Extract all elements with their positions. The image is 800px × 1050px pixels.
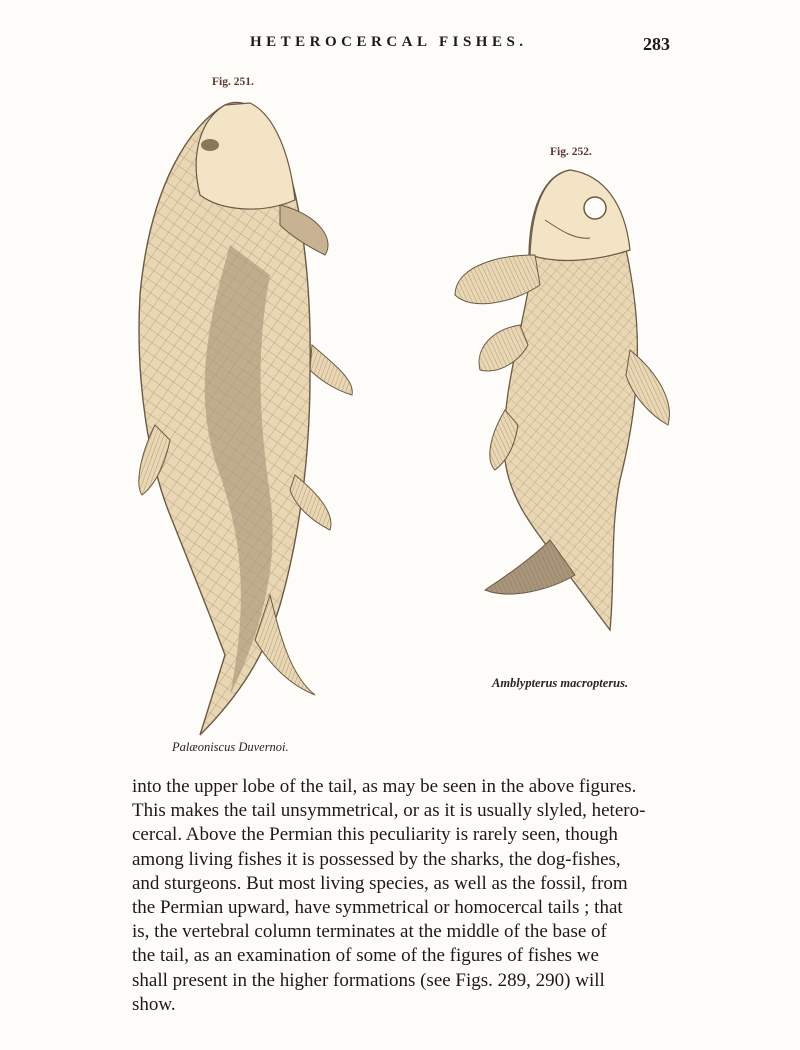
running-head: HETEROCERCAL FISHES. <box>250 34 528 50</box>
body-line: and sturgeons. But most living species, as well as the fossil, from <box>132 872 628 894</box>
body-line: This makes the tail unsymmetrical, or as it is usually slyled, hetero- <box>132 800 646 822</box>
figure-251-label: Fig. 251. <box>212 76 254 88</box>
body-line: show. <box>132 993 176 1015</box>
body-line: the Permian upward, have symmetrical or homocercal tails ; that <box>132 897 623 919</box>
figure-252-caption: Amblypterus macropterus. <box>492 676 629 690</box>
figure-251-fish-illustration <box>130 95 370 745</box>
body-line: is, the vertebral column terminates at the middle of the base of <box>132 921 607 943</box>
figure-252-label: Fig. 252. <box>550 146 592 158</box>
body-paragraph <box>132 775 680 1017</box>
body-line: the tail, as an examination of some of the figures of fishes we <box>132 945 599 967</box>
page-number: 283 <box>643 34 670 54</box>
figure-251-caption: Palæoniscus Duvernoi. <box>172 740 289 754</box>
body-line: cercal. Above the Permian this peculiarity is rarely seen, though <box>132 824 618 846</box>
figure-252-fish-illustration <box>450 160 680 650</box>
body-line: among living fishes it is possessed by the sharks, the dog-fishes, <box>132 848 621 870</box>
body-line: into the upper lobe of the tail, as may be seen in the above figures. <box>132 776 637 797</box>
body-line: shall present in the higher formations (see Figs. 289, 290) will <box>132 969 605 991</box>
